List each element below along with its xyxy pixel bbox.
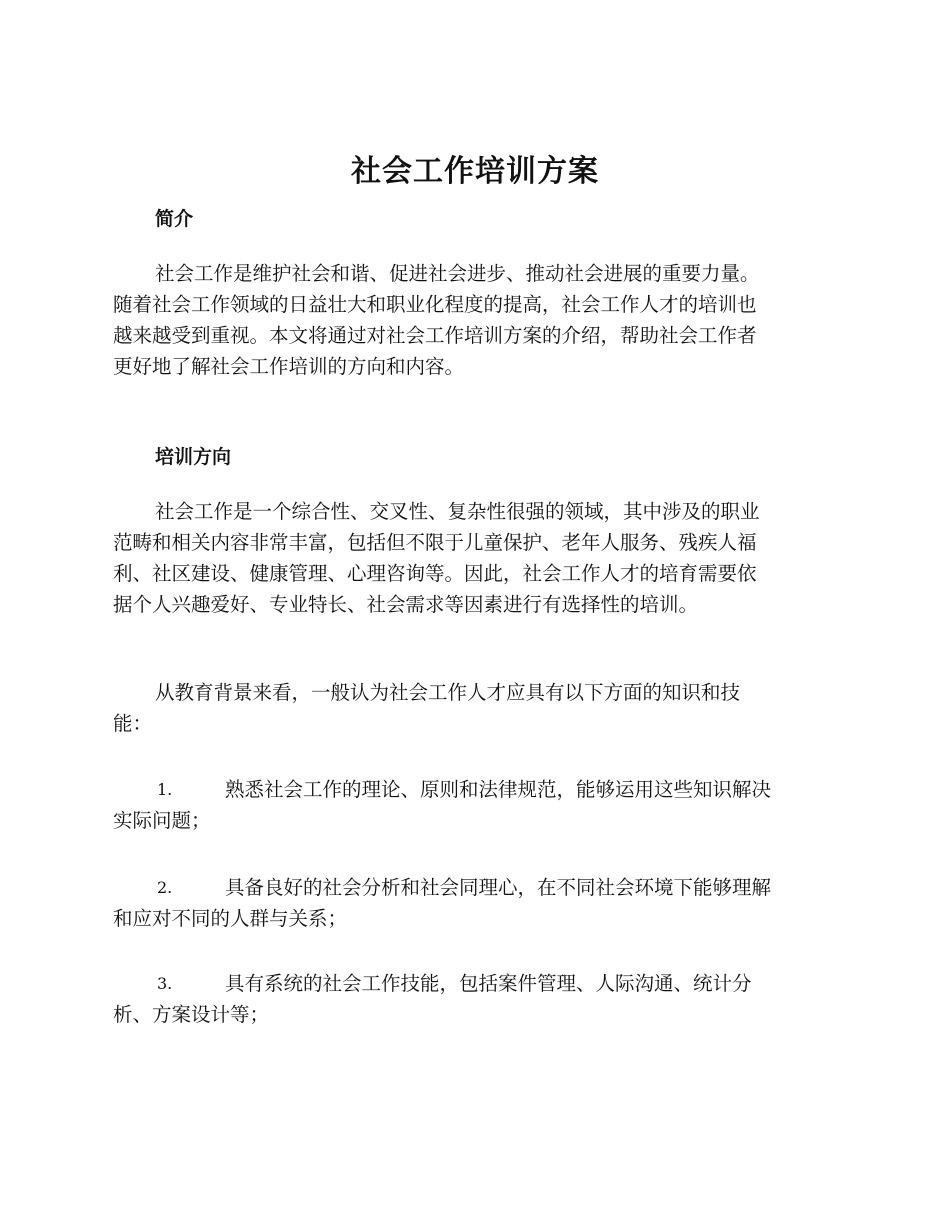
paragraph-line: 利、社区建设、健康管理、心理咨询等。因此，社会工作人才的培育需要依 bbox=[113, 562, 757, 585]
section-heading-training-direction: 培训方向 bbox=[155, 446, 232, 468]
paragraph-line: 社会工作是维护社会和谐、促进社会进步、推动社会进展的重要力量。 bbox=[155, 262, 760, 285]
list-item-line: 熟悉社会工作的理论、原则和法律规范，能够运用这些知识解决 bbox=[225, 778, 772, 801]
paragraph-line: 据个人兴趣爱好、专业特长、社会需求等因素进行有选择性的培训。 bbox=[113, 593, 699, 616]
list-item-line: 具有系统的社会工作技能，包括案件管理、人际沟通、统计分 bbox=[225, 972, 752, 995]
paragraph-line: 越来越受到重视。本文将通过对社会工作培训方案的介绍，帮助社会工作者 bbox=[113, 324, 757, 347]
list-item-line: 析、方案设计等； bbox=[113, 1003, 270, 1026]
list-item-line: 具备良好的社会分析和社会同理心，在不同社会环境下能够理解 bbox=[225, 876, 772, 899]
paragraph-line: 从教育背景来看，一般认为社会工作人才应具有以下方面的知识和技 bbox=[155, 681, 741, 704]
list-item-number: 1. bbox=[157, 780, 173, 799]
paragraph-line: 更好地了解社会工作培训的方向和内容。 bbox=[113, 355, 465, 378]
paragraph-line: 能： bbox=[113, 712, 153, 735]
paragraph-line: 范畴和相关内容非常丰富，包括但不限于儿童保护、老年人服务、残疾人福 bbox=[113, 531, 757, 554]
document-title: 社会工作培训方案 bbox=[351, 154, 599, 189]
list-item bbox=[113, 774, 833, 836]
list-item-number: 3. bbox=[157, 974, 173, 993]
paragraph-line: 随着社会工作领域的日益壮大和职业化程度的提高，社会工作人才的培训也 bbox=[113, 293, 757, 316]
skills-intro-paragraph bbox=[113, 677, 833, 739]
list-item-line: 实际问题； bbox=[113, 809, 211, 832]
list-item-number: 2. bbox=[157, 878, 173, 897]
list-item bbox=[113, 872, 833, 934]
paragraph-line: 社会工作是一个综合性、交叉性、复杂性很强的领域，其中涉及的职业 bbox=[155, 500, 760, 523]
training-direction-paragraph bbox=[113, 496, 833, 620]
list-item bbox=[113, 968, 833, 1030]
section-heading-intro: 简介 bbox=[155, 208, 194, 230]
intro-paragraph bbox=[113, 258, 833, 382]
list-item-line: 和应对不同的人群与关系； bbox=[113, 907, 348, 930]
